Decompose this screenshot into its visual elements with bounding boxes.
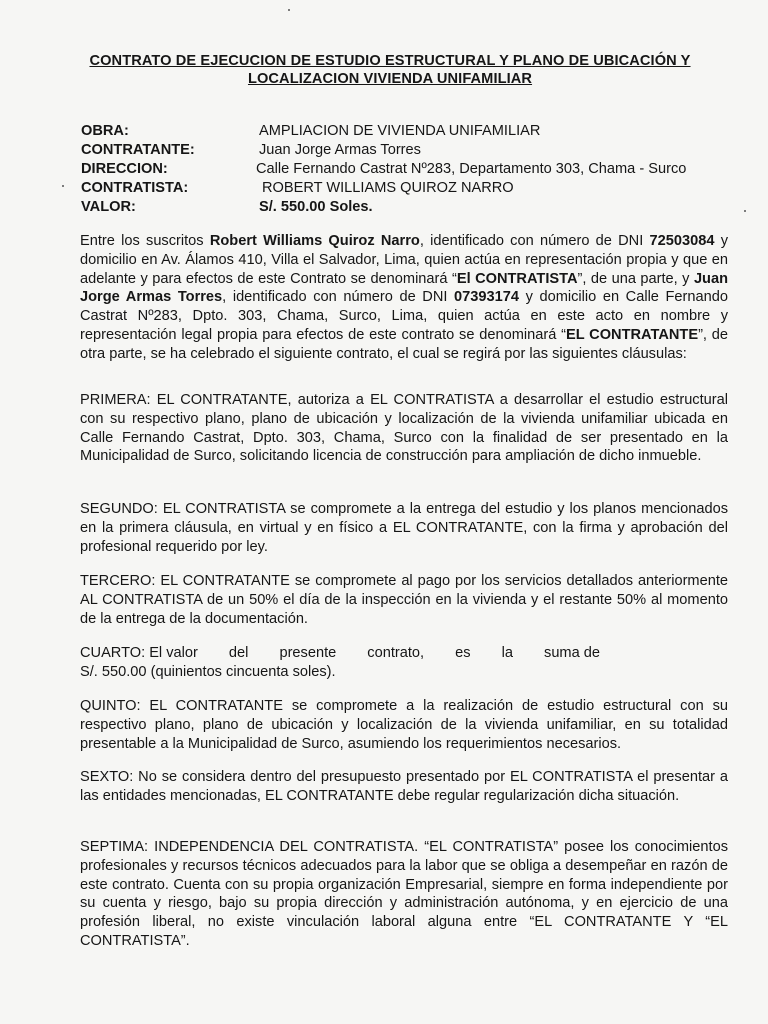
clause-quinto: QUINTO: EL CONTRATANTE se compromete a la realización de estudio estructural con su respectivo plano, plano de ubicación y localización de la vivienda unifamiliar, en su totalidad presentable a la Municipalidad de Surco, asumiendo los requerimientos necesarios. (80, 698, 728, 752)
info-value: AMPLIACION DE VIVIENDA UNIFAMILIAR (259, 123, 541, 139)
clause-segundo: SEGUNDO: EL CONTRATISTA se compromete a la entrega del estudio y los planos mencionados en la primera cláusula, en virtual y en físico a EL CONTRATANTE, con la firma y aprobación del profesional requerido por ley. (80, 501, 728, 555)
intro-text: ”, de una parte, y (577, 270, 694, 287)
info-row-contratista (81, 179, 741, 198)
info-row-direccion (81, 160, 741, 179)
info-row-contratante (81, 141, 741, 160)
info-row-valor (81, 198, 741, 217)
cuarto-word: contrato, (367, 645, 425, 661)
cuarto-word: la (501, 645, 513, 661)
info-label: VALOR: (81, 199, 136, 215)
clause-cuarto (80, 644, 728, 682)
intro-text: y domicilio en Av. Álamos 410, Villa el Salvador, Lima, quien actúa en representación propia y que en adelante y para efectos de este Contrato se denominará “ (80, 233, 729, 287)
clause-tercero: TERCERO: EL CONTRATANTE se compromete al pago por los servicios detallados anteriormente AL CONTRATISTA de un 50% el día de la inspección en la vivienda y el restante 50% al momento de la entrega de la documentación. (80, 573, 728, 627)
clause-cuarto-line-2: S/. 550.00 (quinientos cincuenta soles). (80, 663, 336, 680)
intro-text: , identificado con número de DNI (419, 233, 650, 249)
cuarto-word: CUARTO: El valor (80, 645, 198, 661)
info-label: CONTRATISTA: (81, 180, 189, 196)
clause-sexto: SEXTO: No se considera dentro del presupuesto presentado por EL CONTRATISTA el presentar a las entidades mencionadas, EL CONTRATANTE debe regular regularización dicha situación. (80, 769, 728, 804)
intro-paragraph (80, 232, 728, 364)
intro-bold: EL CONTRATANTE (565, 326, 699, 343)
intro-bold: Juan Jorge Armas Torres (80, 270, 728, 306)
scan-speck (62, 185, 64, 187)
cuarto-word: suma de (544, 645, 600, 661)
intro-bold: El CONTRATISTA (456, 270, 578, 287)
intro-bold: 07393174 (454, 289, 519, 306)
info-label: DIRECCION: (81, 161, 168, 177)
document-title (60, 52, 720, 88)
contract-info-block (81, 122, 741, 217)
info-row-obra (81, 122, 741, 141)
intro-text: y domicilio en Calle Fernando Castrat Nº283, Dpto. 303, Chama, Surco, Lima, quien actúa en este acto en nombre y representación legal propia para efectos de este contrato se denominará “ (80, 289, 728, 343)
intro-text: Entre los suscritos (80, 233, 210, 249)
cuarto-word: presente (279, 645, 337, 661)
title-line-1: CONTRATO DE EJECUCION DE ESTUDIO ESTRUCTURAL Y PLANO DE UBICACIÓN Y (89, 53, 691, 69)
clause-primera: PRIMERA: EL CONTRATANTE, autoriza a EL CONTRATISTA a desarrollar el estudio estructural con su respectivo plano, plano de ubicación y localización de la vivienda unifamiliar ubicada en Calle Fernando Castrat, Dpto. 303, Chama, Surco con la finalidad de ser presentado en la Municipalidad de Surco, solicitando licencia de construcción para ampliación de dicho inmueble. (80, 392, 728, 465)
cuarto-word: del (228, 645, 249, 661)
intro-text: , identificado con número de DNI (222, 289, 455, 306)
scan-speck (744, 210, 746, 212)
cuarto-word: es (455, 645, 471, 661)
scan-speck (288, 9, 290, 11)
info-value: S/. 550.00 Soles. (259, 199, 373, 215)
title-line-2: LOCALIZACION VIVIENDA UNIFAMILIAR (247, 71, 533, 87)
info-value: Juan Jorge Armas Torres (259, 142, 421, 158)
info-label: OBRA: (81, 123, 129, 139)
clause-cuarto-line-1 (80, 644, 600, 663)
intro-bold: Robert Williams Quiroz Narro (209, 233, 420, 249)
intro-text: ”, de otra parte, se ha celebrado el siguiente contrato, el cual se regirá por las siguientes cláusulas: (80, 326, 728, 362)
info-value: ROBERT WILLIAMS QUIROZ NARRO (262, 180, 514, 196)
clause-septima: SEPTIMA: INDEPENDENCIA DEL CONTRATISTA. “EL CONTRATISTA” posee los conocimientos profesionales y recursos técnicos adecuados para la labor que se obliga a desempeñar en razón de este contrato. Cuenta con su propia organización Empresarial, siempre en forma independiente por su cuenta y riesgo, bajo su propia dirección y administración autónoma, y en ejercicio de una profesión liberal, no existe vinculación laboral alguna entre “EL CONTRATANTE Y “EL CONTRATISTA”. (80, 839, 728, 949)
info-label: CONTRATANTE: (81, 142, 195, 158)
info-value: Calle Fernando Castrat Nº283, Departamento 303, Chama - Surco (256, 161, 687, 177)
intro-bold: 72503084 (649, 233, 715, 249)
